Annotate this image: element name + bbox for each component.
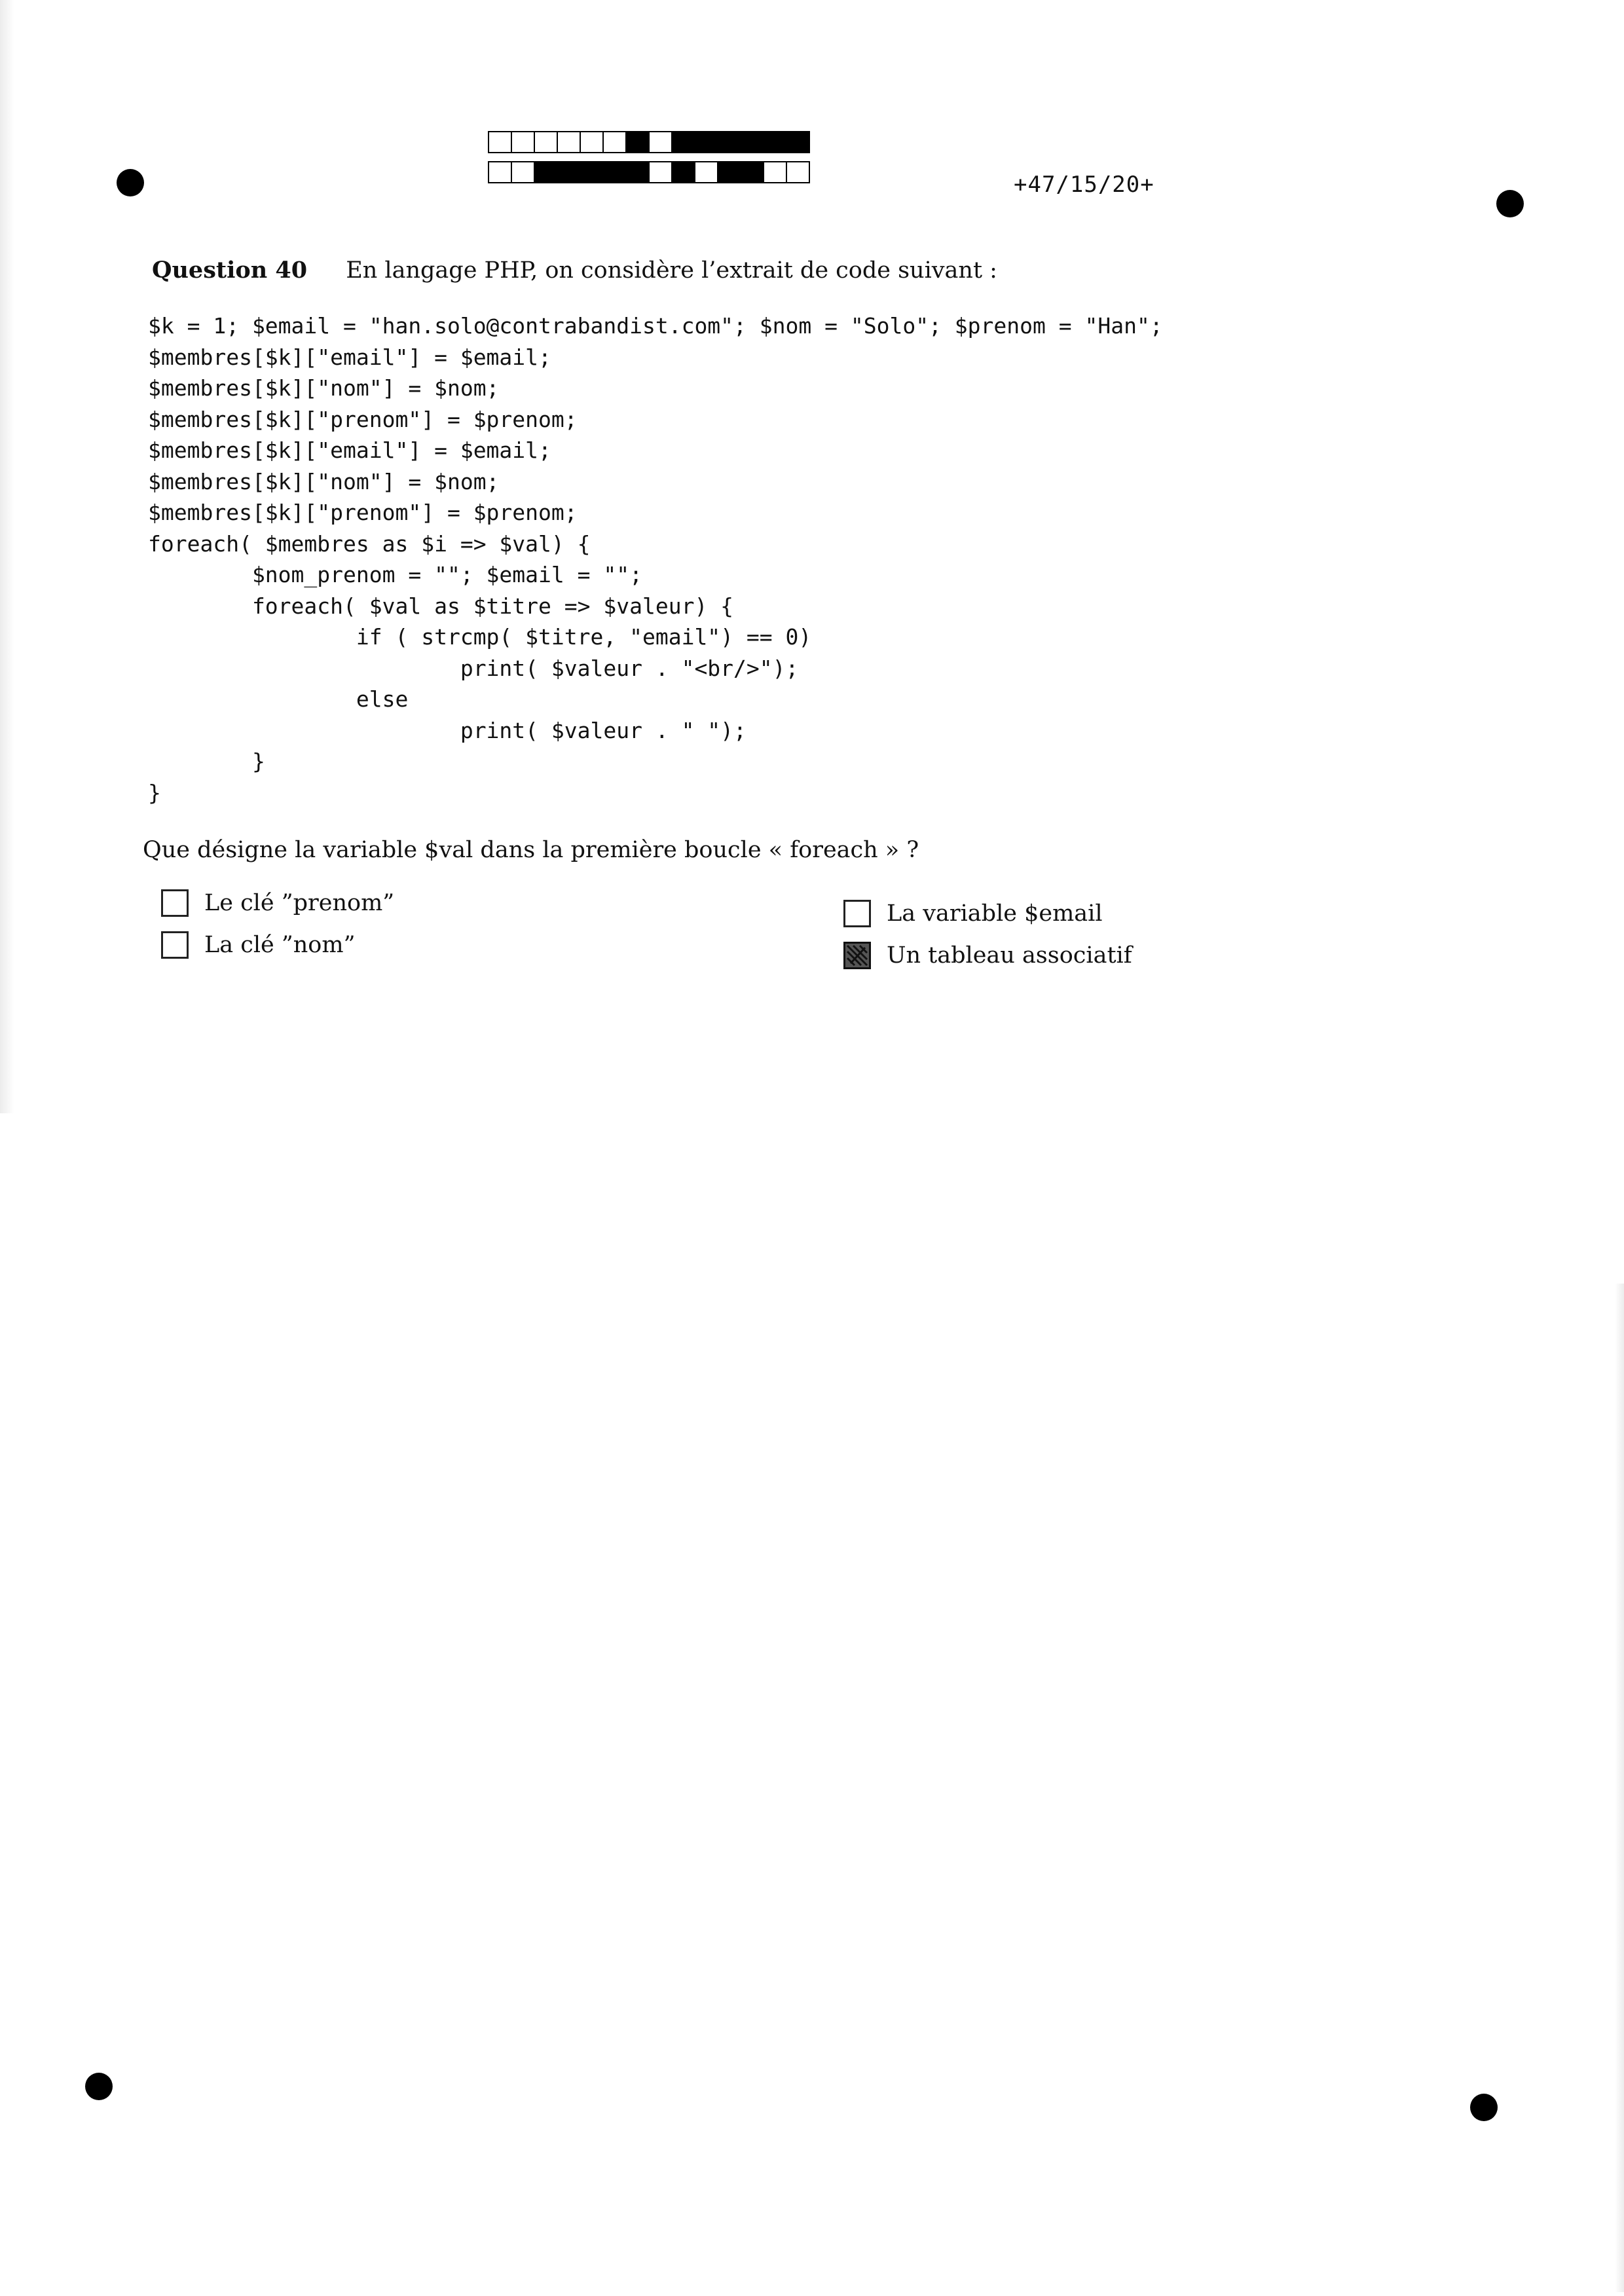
answer-checkbox[interactable] (843, 900, 871, 927)
answer-checkbox-checked[interactable] (843, 942, 871, 969)
answer-checkbox[interactable] (161, 931, 189, 959)
code-line: $k = 1; $email = "han.solo@contrabandist.com"; $nom = "Solo"; $prenom = "Han"; (148, 313, 1163, 339)
answer-checkbox[interactable] (161, 889, 189, 917)
code-line: $membres[$k]["nom"] = $nom; (148, 468, 500, 494)
corner-marker-top-left (117, 169, 144, 196)
code-line: print( $valeur . " "); (148, 717, 747, 743)
question-label: Question 40 (152, 257, 308, 284)
corner-marker-bottom-right (1470, 2094, 1498, 2121)
answer-label: Un tableau associatif (887, 942, 1132, 969)
corner-marker-bottom-left (85, 2073, 113, 2100)
answer-option-1[interactable] (161, 889, 394, 917)
question-header (152, 257, 997, 284)
code-line: else (148, 686, 409, 712)
answer-option-3[interactable] (843, 900, 1103, 927)
pen-mark-icon (845, 944, 869, 967)
code-line: foreach( $val as $titre => $valeur) { (148, 593, 734, 619)
code-line: $membres[$k]["prenom"] = $prenom; (148, 500, 578, 525)
scan-shadow-left (0, 0, 14, 1113)
code-line: $nom_prenom = ""; $email = ""; (148, 562, 642, 587)
page-barcode-top (488, 131, 809, 155)
code-line: if ( strcmp( $titre, "email") == 0) (148, 624, 812, 650)
answer-option-2[interactable] (161, 931, 355, 959)
page-barcode-bottom (488, 161, 809, 185)
code-snippet (148, 310, 1163, 808)
answer-option-4[interactable] (843, 942, 1132, 969)
page-id: +47/15/20+ (1014, 172, 1154, 198)
answer-label: Le clé ”prenom” (204, 890, 395, 916)
code-line: $membres[$k]["prenom"] = $prenom; (148, 406, 578, 432)
code-line: } (148, 779, 161, 805)
scan-shadow-right (1615, 1284, 1624, 2292)
code-line: print( $valeur . "<br/>"); (148, 655, 799, 681)
corner-marker-top-right (1496, 190, 1524, 217)
code-line: $membres[$k]["nom"] = $nom; (148, 375, 500, 401)
code-line: } (148, 749, 265, 774)
question-prompt: Que désigne la variable $val dans la première boucle « foreach » ? (143, 837, 919, 863)
answer-label: La clé ”nom” (204, 932, 356, 958)
code-line: $membres[$k]["email"] = $email; (148, 437, 551, 463)
code-line: foreach( $membres as $i => $val) { (148, 530, 591, 557)
code-line: $membres[$k]["email"] = $email; (148, 344, 551, 370)
question-text: En langage PHP, on considère l’extrait de code suivant : (346, 257, 997, 284)
answer-label: La variable $email (887, 900, 1103, 927)
